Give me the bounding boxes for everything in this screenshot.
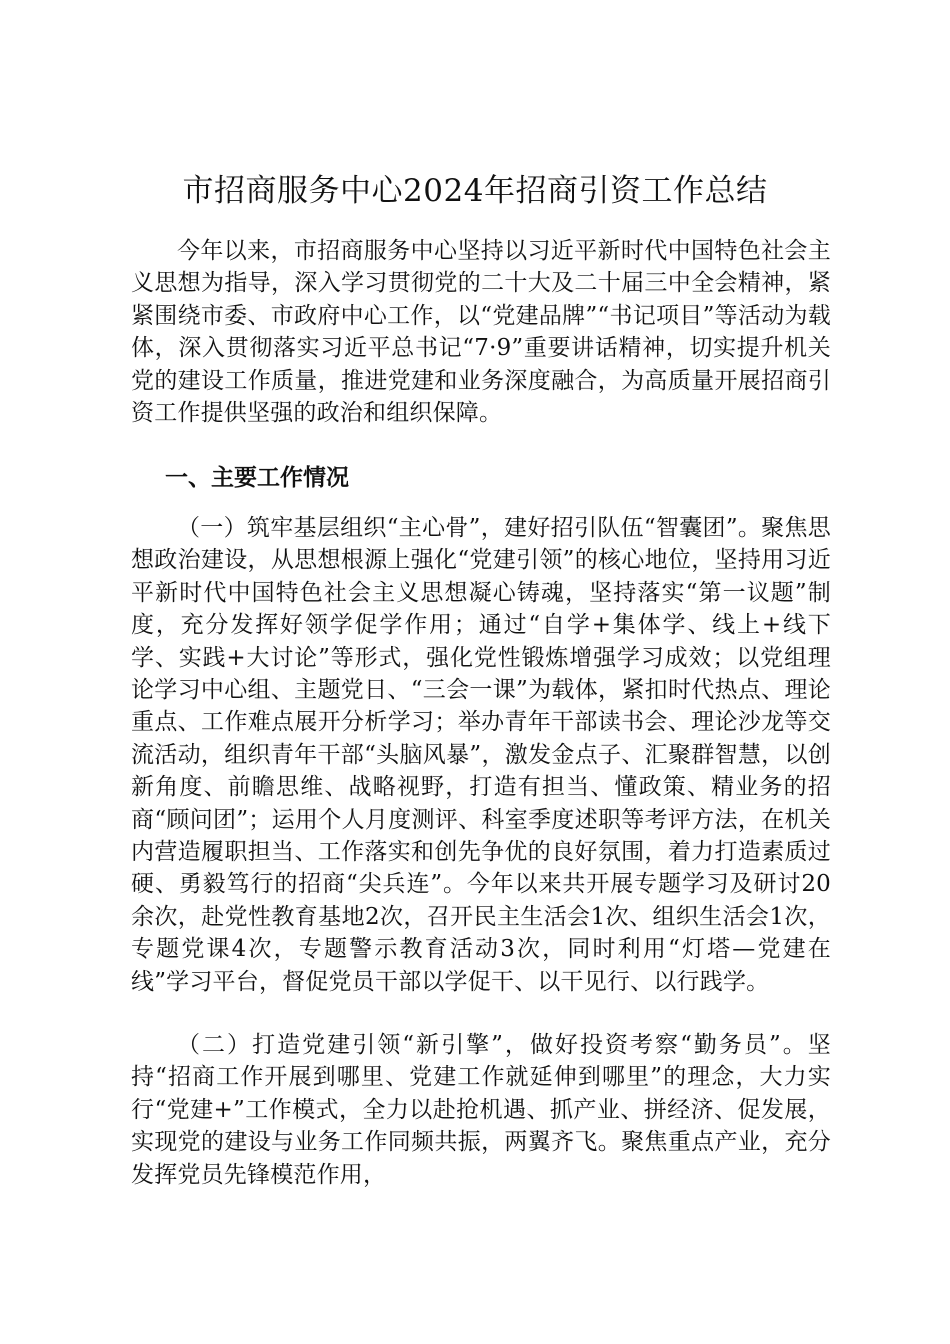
document-title: 市招商服务中心2024年招商引资工作总结: [182, 173, 768, 209]
section-heading-main-work: 一、主要工作情况: [165, 465, 349, 491]
paragraph-one: （一）筑牢基层组织“主心骨”，建好招引队伍“智囊团”。聚焦思想政治建设，从思想根源上强化“党建引领”的核心地位，坚持用习近平新时代中国特色社会主义思想凝心铸魂，坚持落实“第一议题”制度，充分发挥好领学促学作用；通过“自学+集体学、线上+线下学、实践+大讨论”等形式，强化党性锻炼增强学习成效；以党组理论学习中心组、主题党日、“三会一课”为载体，紧扣时代热点、理论重点、工作难点展开分析学习；举办青年干部读书会、理论沙龙等交流活动，组织青年干部“头脑风暴”，激发金点子、汇聚群智慧，以创新角度、前瞻思维、战略视野，打造有担当、懂政策、精业务的招商“顾问团”；运用个人月度测评、科室季度述职等考评方法，在机关内营造履职担当、工作落实和创先争优的良好氛围，着力打造素质过硬、勇毅笃行的招商“尖兵连”。今年以来共开展专题学习及研讨20余次，赴党性教育基地2次，召开民主生活会1次、组织生活会1次，专题党课4次，专题警示教育活动3次，同时利用“灯塔—党建在线”学习平台，督促党员干部以学促干、以干见行、以行践学。: [131, 515, 831, 995]
intro-paragraph: 今年以来，市招商服务中心坚持以习近平新时代中国特色社会主义思想为指导，深入学习贯彻党的二十大及二十届三中全会精神，紧紧围绕市委、市政府中心工作，以“党建品牌”“书记项目”等活动为载体，深入贯彻落实习近平总书记“7·9”重要讲话精神，切实提升机关党的建设工作质量，推进党建和业务深度融合，为高质量开展招商引资工作提供坚强的政治和组织保障。: [131, 238, 831, 427]
paragraph-two: （二）打造党建引领“新引擎”，做好投资考察“勤务员”。坚持“招商工作开展到哪里、党建工作就延伸到哪里”的理念，大力实行“党建+”工作模式，全力以赴抢机遇、抓产业、拼经济、促发展，实现党的建设与业务工作同频共振，两翼齐飞。聚焦重点产业，充分发挥党员先锋模范作用，: [131, 1032, 831, 1188]
